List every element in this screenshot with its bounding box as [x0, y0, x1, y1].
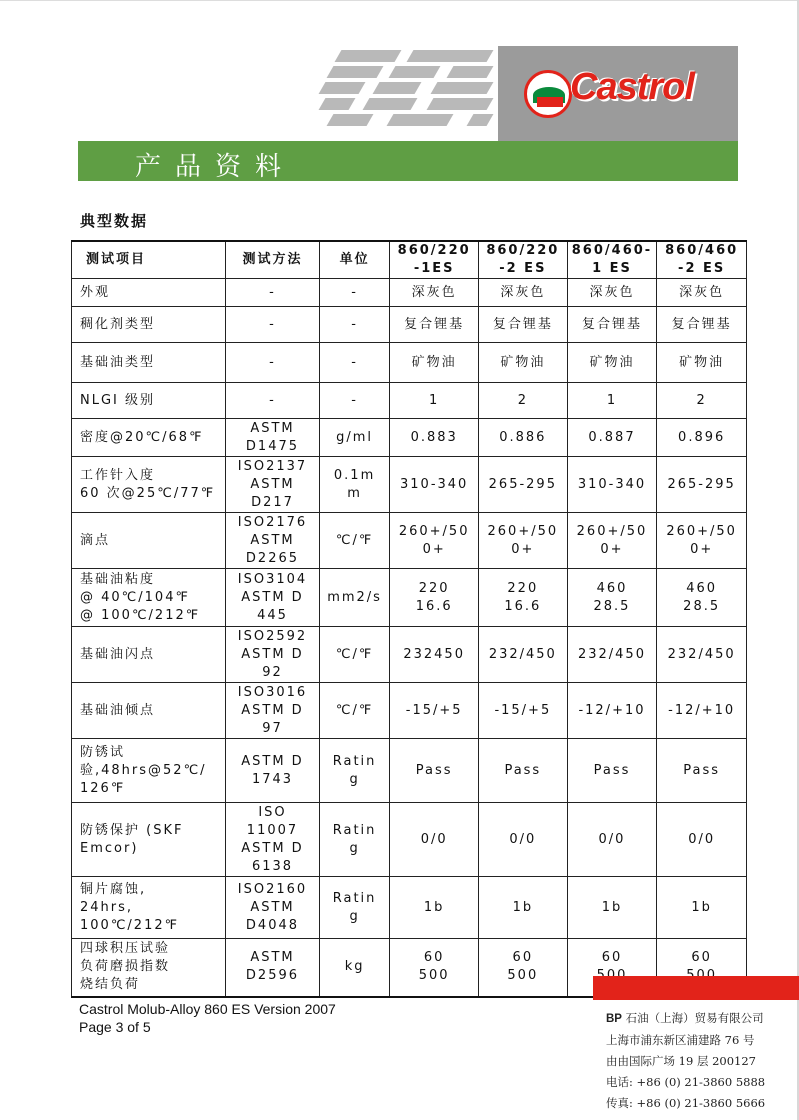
value-cell: -12/+10 [567, 683, 657, 739]
test-item-cell: 密度@20℃/68℉ [72, 419, 226, 457]
value-cell: 1 [390, 383, 479, 419]
footer-red-bar [593, 976, 799, 1000]
value-cell: 矿物油 [390, 343, 479, 383]
page-number: Page 3 of 5 [79, 1019, 151, 1035]
test-item-cell: 工作针入度 60 次@25℃/77℉ [72, 457, 226, 513]
test-item-cell: NLGI 级别 [72, 383, 226, 419]
value-cell: 60 500 [390, 939, 479, 997]
value-cell: 0.886 [479, 419, 568, 457]
document-header [0, 0, 799, 190]
test-item-cell: 基础油粘度 @ 40℃/104℉ @ 100℃/212℉ [72, 569, 226, 627]
section-heading: 典型数据 [80, 212, 149, 230]
value-cell: 0.883 [390, 419, 479, 457]
banner-title: 产品资料 [135, 152, 296, 182]
unit-cell: mm2/s [319, 569, 390, 627]
test-method-cell: ASTM D1475 [226, 419, 320, 457]
test-item-cell: 基础油闪点 [72, 627, 226, 683]
banner-stripe [387, 114, 454, 126]
value-cell: 220 16.6 [479, 569, 568, 627]
value-cell: 310-340 [567, 457, 657, 513]
unit-cell: g/ml [319, 419, 390, 457]
table-row [72, 307, 747, 343]
table-row [72, 627, 747, 683]
table-header-row [72, 241, 747, 279]
test-method-cell: ISO2176 ASTM D2265 [226, 513, 320, 569]
value-cell: 2 [657, 383, 747, 419]
test-item-cell: 防锈试 验,48hrs@52℃/ 126℉ [72, 739, 226, 803]
value-cell: 1b [657, 877, 747, 939]
unit-cell: Ratin g [319, 877, 390, 939]
value-cell: 1 [567, 383, 657, 419]
value-cell: 60 [657, 939, 747, 997]
column-header: 单位 [319, 241, 390, 279]
test-item-cell: 防锈保护 (SKF Emcor) [72, 803, 226, 877]
column-header: 测试方法 [226, 241, 320, 279]
value-cell: 2 [479, 383, 568, 419]
column-header: 860/460- 1 ES [567, 241, 657, 279]
value-cell: -15/+5 [479, 683, 568, 739]
banner-stripe [427, 98, 494, 110]
column-header: 860/460 -2 ES [657, 241, 747, 279]
value-cell: 复合锂基 [567, 307, 657, 343]
address-line: 由由国际广场 19 层 200127 [606, 1054, 756, 1068]
banner-stripe [407, 50, 494, 62]
address-line: 上海市浦东新区浦建路 76 号 [606, 1033, 755, 1047]
test-method-cell: ISO2160 ASTM D4048 [226, 877, 320, 939]
value-cell: 232/450 [479, 627, 568, 683]
test-method-cell: - [226, 307, 320, 343]
test-method-cell: - [226, 343, 320, 383]
value-cell: Pass [567, 739, 657, 803]
bp-mark: BP [606, 1013, 622, 1025]
company-name-text: 石油（上海）贸易有限公司 [621, 1011, 764, 1025]
value-cell: 复合锂基 [657, 307, 747, 343]
banner-stripe [335, 50, 402, 62]
table-row [72, 279, 747, 307]
value-cell: Pass [657, 739, 747, 803]
test-method-cell: ISO3104 ASTM D 445 [226, 569, 320, 627]
value-cell: 265-295 [479, 457, 568, 513]
banner-stripe [389, 66, 441, 78]
table-row [72, 569, 747, 627]
test-method-cell: ISO 11007 ASTM D 6138 [226, 803, 320, 877]
value-cell: Pass [479, 739, 568, 803]
unit-cell: Ratin g [319, 739, 390, 803]
value-cell: 220 16.6 [390, 569, 479, 627]
banner-stripe [373, 82, 422, 94]
test-method-cell: ISO2592 ASTM D 92 [226, 627, 320, 683]
value-cell: 232/450 [657, 627, 747, 683]
castrol-emblem-icon [524, 70, 572, 118]
table-row [72, 513, 747, 569]
value-cell: 265-295 [657, 457, 747, 513]
banner-stripe [319, 98, 356, 110]
value-cell: 260+/50 0+ [479, 513, 568, 569]
value-cell: 60 [567, 939, 657, 997]
company-address-block [606, 1008, 765, 1114]
value-cell: 0.887 [567, 419, 657, 457]
value-cell: 310-340 [390, 457, 479, 513]
banner-stripe [363, 98, 418, 110]
value-cell: 矿物油 [567, 343, 657, 383]
value-cell: 0/0 [657, 803, 747, 877]
unit-cell: kg [319, 939, 390, 997]
unit-cell: 0.1m m [319, 457, 390, 513]
test-item-cell: 铜片腐蚀, 24hrs, 100℃/212℉ [72, 877, 226, 939]
table-row [72, 683, 747, 739]
column-header: 860/220 -2 ES [479, 241, 568, 279]
document-footer [79, 1000, 336, 1036]
unit-cell: ℃/℉ [319, 683, 390, 739]
value-cell: 复合锂基 [479, 307, 568, 343]
value-cell: 232450 [390, 627, 479, 683]
value-cell: Pass [390, 739, 479, 803]
value-cell: 260+/50 0+ [567, 513, 657, 569]
logo-wordmark: Castrol [570, 66, 694, 108]
value-cell: -12/+10 [657, 683, 747, 739]
unit-cell: - [319, 383, 390, 419]
test-item-cell: 四球积压试验 负荷磨损指数 烧结负荷 [72, 939, 226, 997]
value-cell: 矿物油 [479, 343, 568, 383]
value-cell: 0/0 [479, 803, 568, 877]
test-method-cell: ISO3016 ASTM D 97 [226, 683, 320, 739]
unit-cell: - [319, 307, 390, 343]
unit-cell: ℃/℉ [319, 627, 390, 683]
value-cell: 1b [390, 877, 479, 939]
test-item-cell: 外观 [72, 279, 226, 307]
value-cell: 深灰色 [657, 279, 747, 307]
value-cell: 0/0 [567, 803, 657, 877]
test-method-cell: ASTM D2596 [226, 939, 320, 997]
unit-cell: Ratin g [319, 803, 390, 877]
value-cell: 1b [479, 877, 568, 939]
banner-stripe [327, 114, 374, 126]
value-cell: 复合锂基 [390, 307, 479, 343]
value-cell: 深灰色 [390, 279, 479, 307]
table-row [72, 383, 747, 419]
value-cell: -15/+5 [390, 683, 479, 739]
test-method-cell: ISO2137 ASTM D217 [226, 457, 320, 513]
test-method-cell: - [226, 279, 320, 307]
value-cell: 232/450 [567, 627, 657, 683]
banner-stripe [327, 66, 384, 78]
castrol-logo [518, 62, 714, 126]
unit-cell: ℃/℉ [319, 513, 390, 569]
table-row [72, 457, 747, 513]
banner-stripe [467, 114, 494, 126]
test-item-cell: 滴点 [72, 513, 226, 569]
test-method-cell: - [226, 383, 320, 419]
value-cell: 深灰色 [479, 279, 568, 307]
fax-line: 传真: +86 (0) 21-3860 5666 [606, 1096, 766, 1110]
company-name [606, 1008, 765, 1030]
column-header: 测试项目 [72, 241, 226, 279]
banner-stripe [447, 66, 494, 78]
column-header: 860/220 -1ES [390, 241, 479, 279]
test-item-cell: 稠化剂类型 [72, 307, 226, 343]
value-cell: 1b [567, 877, 657, 939]
table-row [72, 419, 747, 457]
banner-stripe [319, 82, 366, 94]
banner-stripe [431, 82, 494, 94]
test-item-cell: 基础油类型 [72, 343, 226, 383]
test-method-cell: ASTM D 1743 [226, 739, 320, 803]
value-cell: 260+/50 0+ [657, 513, 747, 569]
value-cell: 0.896 [657, 419, 747, 457]
test-item-cell: 基础油倾点 [72, 683, 226, 739]
value-cell: 60 500 [479, 939, 568, 997]
phone-line: 电话: +86 (0) 21-3860 5888 [606, 1075, 766, 1089]
value-cell: 460 28.5 [657, 569, 747, 627]
typical-data-table [71, 240, 747, 998]
table-row [72, 343, 747, 383]
value-cell: 260+/50 0+ [390, 513, 479, 569]
unit-cell: - [319, 279, 390, 307]
value-cell: 460 28.5 [567, 569, 657, 627]
table-row [72, 739, 747, 803]
value-cell: 0/0 [390, 803, 479, 877]
value-cell: 深灰色 [567, 279, 657, 307]
table-row [72, 803, 747, 877]
document-version-line: Castrol Molub-Alloy 860 ES Version 2007 [79, 1001, 336, 1017]
value-cell: 矿物油 [657, 343, 747, 383]
unit-cell: - [319, 343, 390, 383]
table-row [72, 877, 747, 939]
